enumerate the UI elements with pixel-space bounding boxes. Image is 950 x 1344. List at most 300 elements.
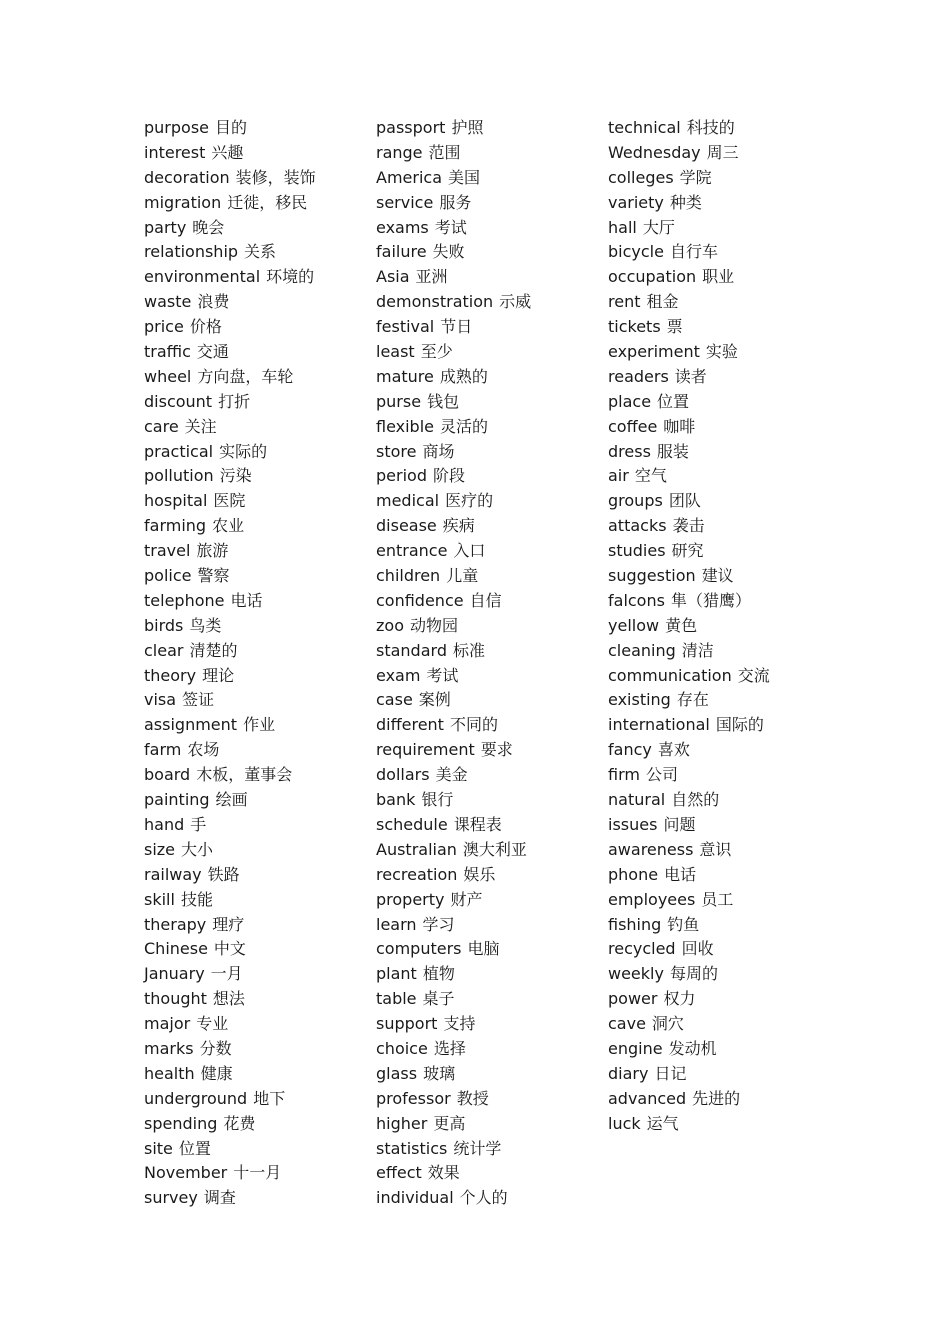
chinese-translation: 灵活的 <box>440 416 489 436</box>
vocab-entry <box>376 116 596 141</box>
vocab-entry <box>144 390 364 415</box>
chinese-translation: 方向盘，车轮 <box>197 366 294 386</box>
vocab-entry <box>608 1037 858 1062</box>
english-word: failure <box>376 242 427 262</box>
vocab-entry <box>144 315 364 340</box>
vocab-entry <box>608 639 858 664</box>
chinese-translation: 农业 <box>212 516 245 536</box>
chinese-translation: 个人的 <box>459 1188 508 1208</box>
chinese-translation: 读者 <box>674 366 707 386</box>
english-word: railway <box>144 864 202 884</box>
vocab-entry <box>608 1062 858 1087</box>
english-word: bicycle <box>608 242 664 262</box>
vocab-entry <box>608 564 858 589</box>
chinese-translation: 科技的 <box>686 118 735 137</box>
vocab-entry <box>376 1037 596 1062</box>
vocab-entry <box>144 489 364 514</box>
english-word: travel <box>144 541 191 561</box>
english-word: hospital <box>144 491 208 511</box>
english-word: January <box>144 964 205 984</box>
chinese-translation: 商场 <box>422 441 455 461</box>
english-word: experiment <box>608 342 700 362</box>
chinese-translation: 考试 <box>434 217 467 237</box>
chinese-translation: 喜欢 <box>657 740 690 760</box>
chinese-translation: 美金 <box>435 765 468 785</box>
english-word: cave <box>608 1014 646 1034</box>
chinese-translation: 意识 <box>699 839 732 859</box>
english-word: firm <box>608 765 640 785</box>
english-word: traffic <box>144 342 191 362</box>
english-word: recreation <box>376 864 458 884</box>
vocab-entry <box>144 290 364 315</box>
chinese-translation: 成熟的 <box>439 366 488 386</box>
vocab-entry <box>608 1087 858 1112</box>
chinese-translation: 权力 <box>663 989 696 1009</box>
english-word: falcons <box>608 590 665 610</box>
english-word: underground <box>144 1088 248 1108</box>
chinese-translation: 服务 <box>439 192 472 212</box>
vocab-entry <box>144 614 364 639</box>
chinese-translation: 打折 <box>218 391 251 411</box>
english-word: survey <box>144 1188 198 1208</box>
chinese-translation: 存在 <box>676 690 709 710</box>
chinese-translation: 美国 <box>448 167 481 187</box>
chinese-translation: 考试 <box>426 665 459 685</box>
chinese-translation: 建议 <box>701 566 734 586</box>
english-word: communication <box>608 665 732 685</box>
english-word: price <box>144 317 184 337</box>
english-word: exam <box>376 665 421 685</box>
chinese-translation: 交流 <box>737 665 770 685</box>
english-word: Chinese <box>144 939 208 959</box>
english-word: studies <box>608 541 666 561</box>
vocab-entry <box>144 216 364 241</box>
english-word: variety <box>608 192 664 212</box>
english-word: recycled <box>608 939 676 959</box>
vocab-entry <box>608 788 858 813</box>
english-word: range <box>376 142 423 162</box>
english-word: engine <box>608 1038 663 1058</box>
english-word: case <box>376 690 413 710</box>
vocab-entry <box>608 614 858 639</box>
vocab-entry <box>144 514 364 539</box>
vocab-entry <box>608 116 858 141</box>
vocab-entry <box>376 340 596 365</box>
chinese-translation: 医疗的 <box>445 491 494 511</box>
vocab-entry <box>144 1012 364 1037</box>
english-word: schedule <box>376 814 448 834</box>
chinese-translation: 一月 <box>210 964 243 984</box>
chinese-translation: 入口 <box>453 541 486 561</box>
chinese-translation: 作业 <box>243 715 276 735</box>
chinese-translation: 鸟类 <box>189 615 222 635</box>
chinese-translation: 回收 <box>681 939 714 959</box>
chinese-translation: 问题 <box>663 814 696 834</box>
chinese-translation: 国际的 <box>715 715 764 735</box>
english-word: practical <box>144 441 214 461</box>
vocab-entry <box>144 1062 364 1087</box>
chinese-translation: 位置 <box>657 391 690 411</box>
vocab-entry <box>608 365 858 390</box>
chinese-translation: 案例 <box>418 690 451 710</box>
chinese-translation: 玻璃 <box>423 1063 456 1083</box>
chinese-translation: 运气 <box>646 1113 679 1133</box>
english-word: colleges <box>608 167 674 187</box>
vocab-entry <box>608 141 858 166</box>
chinese-translation: 不同的 <box>449 715 498 735</box>
chinese-translation: 钱包 <box>427 391 460 411</box>
english-word: mature <box>376 366 434 386</box>
chinese-translation: 警察 <box>197 566 230 586</box>
vocab-entry <box>144 1161 364 1186</box>
chinese-translation: 装修，装饰 <box>235 167 316 187</box>
vocab-entry <box>376 1186 596 1211</box>
vocab-entry <box>608 589 858 614</box>
english-word: waste <box>144 292 192 312</box>
english-word: entrance <box>376 541 448 561</box>
vocab-entry <box>144 639 364 664</box>
english-word: existing <box>608 690 671 710</box>
vocab-entry <box>144 962 364 987</box>
english-word: glass <box>376 1063 418 1083</box>
english-word: cleaning <box>608 640 676 660</box>
english-word: fancy <box>608 740 652 760</box>
english-word: technical <box>608 118 681 137</box>
vocab-entry <box>144 141 364 166</box>
chinese-translation: 员工 <box>701 889 734 909</box>
vocab-entry <box>608 763 858 788</box>
english-word: suggestion <box>608 566 696 586</box>
vocab-entry <box>376 216 596 241</box>
vocab-entry <box>376 937 596 962</box>
english-word: professor <box>376 1088 451 1108</box>
english-word: diary <box>608 1063 649 1083</box>
chinese-translation: 日记 <box>654 1063 687 1083</box>
english-word: international <box>608 715 710 735</box>
chinese-translation: 失败 <box>432 242 465 262</box>
vocab-entry <box>376 514 596 539</box>
chinese-translation: 发动机 <box>668 1038 717 1058</box>
chinese-translation: 银行 <box>421 790 454 810</box>
vocab-entry <box>376 788 596 813</box>
chinese-translation: 效果 <box>427 1163 460 1183</box>
vocab-entry <box>608 1112 858 1137</box>
english-word: flexible <box>376 416 434 436</box>
vocab-entry <box>376 440 596 465</box>
vocab-entry <box>144 191 364 216</box>
vocab-entry <box>144 1186 364 1211</box>
chinese-translation: 大厅 <box>642 217 675 237</box>
english-word: support <box>376 1014 438 1034</box>
english-word: power <box>608 989 658 1009</box>
vocab-entry <box>376 763 596 788</box>
english-word: clear <box>144 640 184 660</box>
chinese-translation: 价格 <box>189 317 222 337</box>
chinese-translation: 农场 <box>187 740 220 760</box>
vocab-entry <box>376 489 596 514</box>
vocab-entry <box>608 464 858 489</box>
chinese-translation: 电话 <box>230 590 263 610</box>
chinese-translation: 节日 <box>440 317 473 337</box>
vocab-entry <box>376 290 596 315</box>
vocab-entry <box>376 1112 596 1137</box>
chinese-translation: 动物园 <box>409 615 458 635</box>
chinese-translation: 洞穴 <box>651 1014 684 1034</box>
chinese-translation: 污染 <box>219 466 252 486</box>
english-word: board <box>144 765 191 785</box>
vocab-entry <box>608 415 858 440</box>
chinese-translation: 铁路 <box>207 864 240 884</box>
vocab-entry <box>144 265 364 290</box>
vocab-entry <box>376 141 596 166</box>
english-word: relationship <box>144 242 239 262</box>
vocab-entry <box>608 166 858 191</box>
chinese-translation: 晚会 <box>192 217 225 237</box>
vocab-entry <box>144 937 364 962</box>
english-word: assignment <box>144 715 238 735</box>
chinese-translation: 电话 <box>664 864 697 884</box>
chinese-translation: 疾病 <box>442 516 475 536</box>
chinese-translation: 绘画 <box>215 790 248 810</box>
vocab-entry <box>144 340 364 365</box>
english-word: therapy <box>144 914 207 934</box>
vocab-entry <box>144 863 364 888</box>
chinese-translation: 统计学 <box>453 1138 502 1158</box>
chinese-translation: 专业 <box>196 1014 229 1034</box>
vocab-entry <box>608 863 858 888</box>
english-word: weekly <box>608 964 664 984</box>
vocab-entry <box>608 937 858 962</box>
vocab-column-1 <box>144 116 364 1211</box>
vocab-entry <box>608 489 858 514</box>
chinese-translation: 十一月 <box>233 1163 282 1183</box>
vocab-entry <box>144 813 364 838</box>
english-word: advanced <box>608 1088 687 1108</box>
vocab-entry <box>144 365 364 390</box>
english-word: police <box>144 566 192 586</box>
chinese-translation: 教授 <box>456 1088 489 1108</box>
vocab-entry <box>608 315 858 340</box>
english-word: telephone <box>144 590 225 610</box>
english-word: hand <box>144 814 185 834</box>
vocab-entry <box>608 838 858 863</box>
english-word: bank <box>376 790 416 810</box>
vocab-entry <box>376 813 596 838</box>
vocab-entry <box>144 738 364 763</box>
vocab-entry <box>376 415 596 440</box>
vocab-entry <box>608 390 858 415</box>
chinese-translation: 理论 <box>202 665 235 685</box>
chinese-translation: 种类 <box>669 192 702 212</box>
english-word: environmental <box>144 267 261 287</box>
english-word: zoo <box>376 615 404 635</box>
vocab-entry <box>144 415 364 440</box>
vocab-entry <box>144 116 364 141</box>
english-word: coffee <box>608 416 658 436</box>
english-word: readers <box>608 366 669 386</box>
vocab-entry <box>376 863 596 888</box>
chinese-translation: 大小 <box>181 839 214 859</box>
english-word: store <box>376 441 417 461</box>
vocab-entry <box>608 738 858 763</box>
english-word: farming <box>144 516 207 536</box>
vocab-entry <box>376 166 596 191</box>
chinese-translation: 租金 <box>646 292 679 312</box>
chinese-translation: 实际的 <box>219 441 268 461</box>
english-word: demonstration <box>376 292 494 312</box>
english-word: party <box>144 217 187 237</box>
chinese-translation: 旅游 <box>196 541 229 561</box>
chinese-translation: 交通 <box>196 342 229 362</box>
vocab-entry <box>608 290 858 315</box>
english-word: service <box>376 192 434 212</box>
chinese-translation: 儿童 <box>446 566 479 586</box>
vocab-entry <box>144 166 364 191</box>
chinese-translation: 空气 <box>634 466 667 486</box>
chinese-translation: 票 <box>666 317 683 337</box>
vocab-entry <box>144 838 364 863</box>
english-word: theory <box>144 665 197 685</box>
chinese-translation: 更高 <box>433 1113 466 1133</box>
vocab-entry <box>608 539 858 564</box>
english-word: medical <box>376 491 440 511</box>
chinese-translation: 澳大利亚 <box>462 839 527 859</box>
vocab-entry <box>144 589 364 614</box>
vocab-entry <box>376 713 596 738</box>
chinese-translation: 课程表 <box>453 814 502 834</box>
vocab-entry <box>608 514 858 539</box>
chinese-translation: 木板，董事会 <box>196 765 293 785</box>
vocab-entry <box>376 1062 596 1087</box>
english-word: standard <box>376 640 447 660</box>
english-word: luck <box>608 1113 641 1133</box>
chinese-translation: 选择 <box>433 1038 466 1058</box>
english-word: different <box>376 715 444 735</box>
english-word: painting <box>144 790 210 810</box>
chinese-translation: 至少 <box>420 342 453 362</box>
chinese-translation: 学院 <box>679 167 712 187</box>
vocab-entry <box>144 1087 364 1112</box>
chinese-translation: 阶段 <box>432 466 465 486</box>
english-word: fishing <box>608 914 662 934</box>
vocab-entry <box>144 1037 364 1062</box>
vocab-entry <box>144 1137 364 1162</box>
chinese-translation: 实验 <box>705 342 738 362</box>
vocab-entry <box>376 913 596 938</box>
english-word: statistics <box>376 1138 448 1158</box>
vocab-entry <box>144 1112 364 1137</box>
vocab-entry <box>376 315 596 340</box>
english-word: table <box>376 989 417 1009</box>
chinese-translation: 每周的 <box>669 964 718 984</box>
english-word: yellow <box>608 615 660 635</box>
chinese-translation: 支持 <box>443 1014 476 1034</box>
vocab-entry <box>376 664 596 689</box>
english-word: purse <box>376 391 422 411</box>
english-word: learn <box>376 914 417 934</box>
vocab-entry <box>144 913 364 938</box>
english-word: rent <box>608 292 641 312</box>
english-word: passport <box>376 118 446 137</box>
english-word: hall <box>608 217 637 237</box>
english-word: farm <box>144 740 182 760</box>
chinese-translation: 植物 <box>422 964 455 984</box>
chinese-translation: 研究 <box>671 541 704 561</box>
english-word: disease <box>376 516 437 536</box>
english-word: choice <box>376 1038 428 1058</box>
english-word: groups <box>608 491 663 511</box>
chinese-translation: 浪费 <box>197 292 230 312</box>
vocab-entry <box>376 1137 596 1162</box>
chinese-translation: 理疗 <box>212 914 245 934</box>
vocab-entry <box>376 240 596 265</box>
chinese-translation: 电脑 <box>467 939 500 959</box>
vocab-column-3 <box>608 116 858 1137</box>
english-word: issues <box>608 814 658 834</box>
vocab-entry <box>608 1012 858 1037</box>
vocab-entry <box>608 713 858 738</box>
chinese-translation: 想法 <box>212 989 245 1009</box>
english-word: confidence <box>376 590 464 610</box>
vocab-entry <box>608 888 858 913</box>
vocab-entry <box>376 539 596 564</box>
vocab-entry <box>376 614 596 639</box>
english-word: plant <box>376 964 417 984</box>
english-word: air <box>608 466 629 486</box>
english-word: visa <box>144 690 177 710</box>
chinese-translation: 学习 <box>422 914 455 934</box>
english-word: exams <box>376 217 429 237</box>
vocab-entry <box>608 440 858 465</box>
chinese-translation: 兴趣 <box>211 142 244 162</box>
vocab-entry <box>376 1087 596 1112</box>
chinese-translation: 医院 <box>213 491 246 511</box>
vocab-entry <box>144 763 364 788</box>
vocab-entry <box>144 987 364 1012</box>
vocab-entry <box>144 788 364 813</box>
english-word: pollution <box>144 466 214 486</box>
chinese-translation: 技能 <box>180 889 213 909</box>
vocab-entry <box>376 365 596 390</box>
chinese-translation: 位置 <box>178 1138 211 1158</box>
chinese-translation: 环境的 <box>266 267 315 287</box>
chinese-translation: 团队 <box>668 491 701 511</box>
chinese-translation: 清洁 <box>681 640 714 660</box>
vocab-entry <box>376 888 596 913</box>
english-word: decoration <box>144 167 230 187</box>
vocab-entry <box>608 240 858 265</box>
chinese-translation: 黄色 <box>665 615 698 635</box>
english-word: America <box>376 167 442 187</box>
vocab-entry <box>608 191 858 216</box>
chinese-translation: 示威 <box>499 292 532 312</box>
chinese-translation: 关系 <box>244 242 277 262</box>
vocab-entry <box>376 1012 596 1037</box>
english-word: phone <box>608 864 659 884</box>
vocab-entry <box>608 265 858 290</box>
vocab-entry <box>376 564 596 589</box>
english-word: health <box>144 1063 195 1083</box>
vocab-entry <box>608 813 858 838</box>
chinese-translation: 花费 <box>223 1113 256 1133</box>
vocab-column-2 <box>376 116 596 1211</box>
english-word: tickets <box>608 317 661 337</box>
chinese-translation: 中文 <box>213 939 246 959</box>
english-word: attacks <box>608 516 667 536</box>
chinese-translation: 亚洲 <box>415 267 448 287</box>
english-word: Australian <box>376 839 457 859</box>
chinese-translation: 钓鱼 <box>667 914 700 934</box>
